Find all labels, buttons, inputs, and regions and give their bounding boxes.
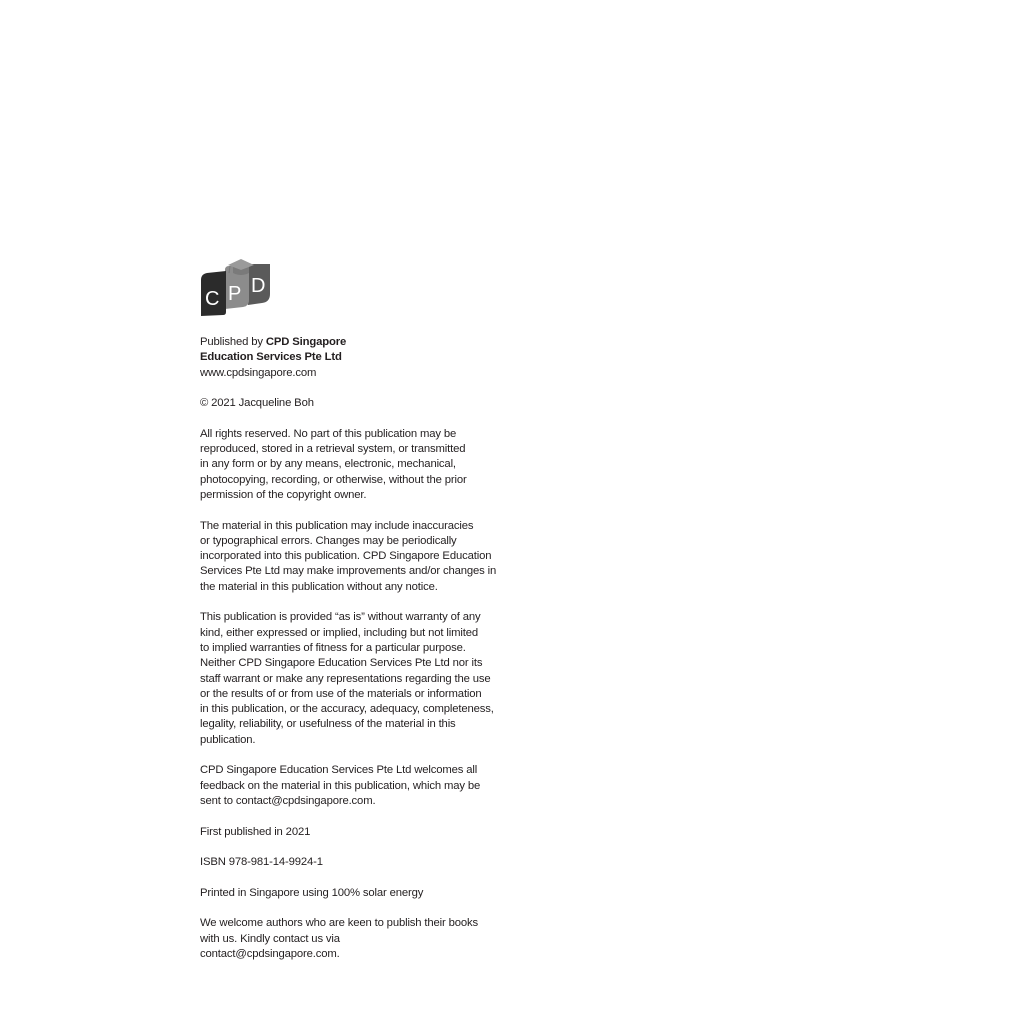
feedback-line: feedback on the material in this publication, which may be bbox=[200, 779, 481, 792]
isbn-block bbox=[200, 855, 530, 870]
logo-letter-c: C bbox=[205, 288, 220, 310]
inaccuracies-paragraph bbox=[200, 519, 530, 595]
warranty-line: publication. bbox=[200, 733, 256, 746]
printed-block bbox=[200, 886, 530, 901]
feedback-line: CPD Singapore Education Services Pte Ltd welcomes all bbox=[200, 764, 478, 777]
rights-line: in any form or by any means, electronic, mechanical, bbox=[200, 458, 456, 471]
inaccuracies-line: or typographical errors. Changes may be periodically bbox=[200, 534, 457, 547]
warranty-line: Neither CPD Singapore Education Services Pte Ltd nor its bbox=[200, 657, 483, 670]
copyright-notice: © 2021 Jacqueline Boh bbox=[200, 397, 314, 410]
first-published: First published in 2021 bbox=[200, 825, 311, 838]
rights-line: permission of the copyright owner. bbox=[200, 488, 367, 501]
warranty-paragraph bbox=[200, 610, 530, 748]
feedback-line: sent to contact@cpdsingapore.com. bbox=[200, 794, 376, 807]
warranty-line: or the results of or from use of the materials or information bbox=[200, 687, 482, 700]
warranty-line: This publication is provided “as is” without warranty of any bbox=[200, 611, 481, 624]
inaccuracies-line: incorporated into this publication. CPD Singapore Education bbox=[200, 550, 492, 563]
cpd-logo bbox=[199, 256, 273, 318]
warranty-line: legality, reliability, or usefulness of the material in this bbox=[200, 718, 456, 731]
rights-line: photocopying, recording, or otherwise, without the prior bbox=[200, 473, 467, 486]
publisher-block bbox=[200, 335, 530, 381]
printed-note: Printed in Singapore using 100% solar energy bbox=[200, 886, 424, 899]
first-published-block bbox=[200, 825, 530, 840]
rights-line: reproduced, stored in a retrieval system, or transmitted bbox=[200, 443, 466, 456]
authors-paragraph bbox=[200, 916, 530, 962]
authors-line: We welcome authors who are keen to publish their books bbox=[200, 917, 479, 930]
publisher-line bbox=[200, 335, 530, 350]
authors-line: contact@cpdsingapore.com. bbox=[200, 947, 340, 960]
copyright-block bbox=[200, 396, 530, 411]
warranty-line: to implied warranties of fitness for a particular purpose. bbox=[200, 641, 466, 654]
isbn: ISBN 978-981-14-9924-1 bbox=[200, 856, 323, 869]
warranty-line: staff warrant or make any representations regarding the use bbox=[200, 672, 491, 685]
rights-paragraph bbox=[200, 427, 530, 503]
logo-letter-d: D bbox=[251, 275, 266, 297]
inaccuracies-line: Services Pte Ltd may make improvements and/or changes in bbox=[200, 565, 497, 578]
rights-line: All rights reserved. No part of this publication may be bbox=[200, 427, 457, 440]
publisher-website: www.cpdsingapore.com bbox=[200, 366, 317, 379]
warranty-line: kind, either expressed or implied, including but not limited bbox=[200, 626, 478, 639]
feedback-paragraph bbox=[200, 763, 530, 809]
inaccuracies-line: The material in this publication may include inaccuracies bbox=[200, 519, 474, 532]
logo-letter-p: P bbox=[228, 283, 242, 305]
inaccuracies-line: the material in this publication without any notice. bbox=[200, 580, 438, 593]
publisher-name-line2: Education Services Pte Ltd bbox=[200, 351, 342, 364]
warranty-line: in this publication, or the accuracy, adequacy, completeness, bbox=[200, 703, 494, 716]
authors-line: with us. Kindly contact us via bbox=[200, 932, 340, 945]
publisher-prefix: Published by bbox=[200, 336, 266, 348]
publisher-name-line1: CPD Singapore bbox=[265, 336, 347, 348]
copyright-page-text bbox=[200, 335, 530, 977]
